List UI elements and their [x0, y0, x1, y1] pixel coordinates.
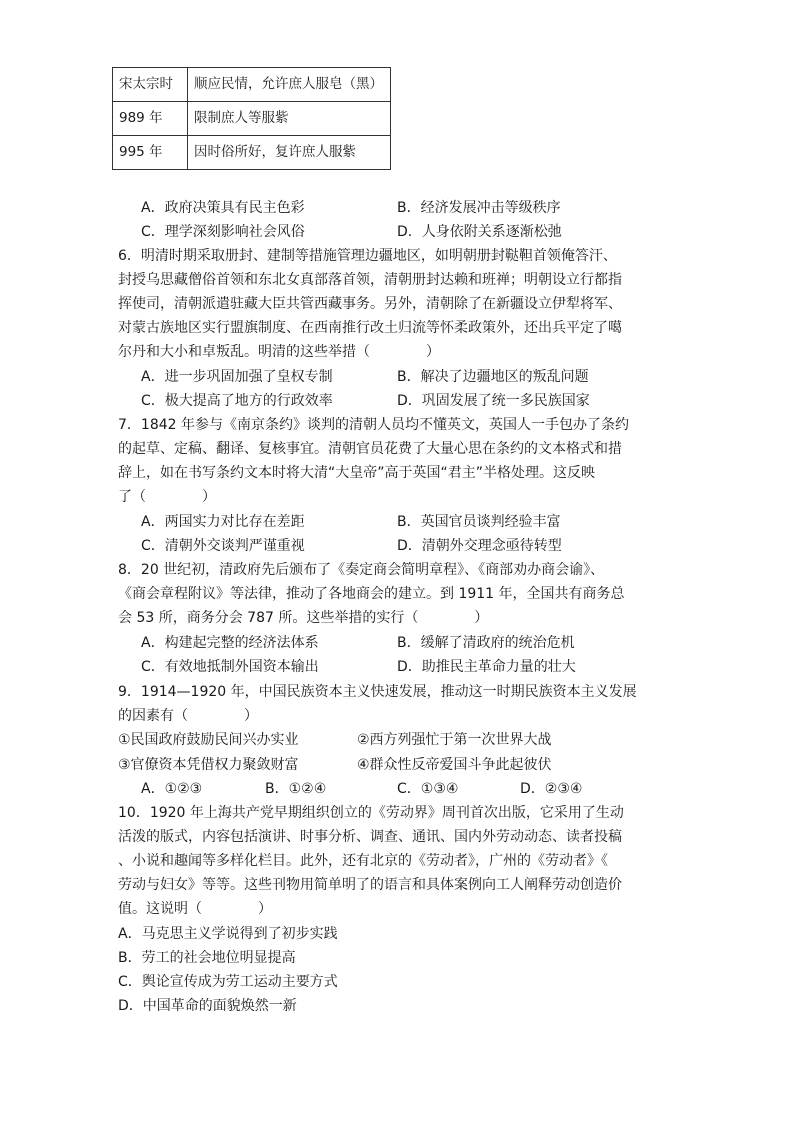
table-cell-period: 宋太宗时 — [113, 68, 188, 102]
q8-option-c: C．有效地抵制外国资本输出 — [141, 659, 319, 675]
q9-item-4: ④群众性反帝爱国斗争此起彼伏 — [357, 757, 552, 773]
table-cell-period: 995 年 — [113, 136, 188, 170]
q7-option-a: A．两国实力对比存在差距 — [141, 514, 305, 530]
q6-option-b: B．解决了边疆地区的叛乱问题 — [397, 369, 589, 385]
q7-stem-line: 了（ ） — [118, 489, 216, 505]
q7-stem-line: 的起草、定稿、翻译、复核事宜。清朝官员花费了大量心思在条约的文本格式和措 — [118, 441, 622, 457]
q10-stem-line: 、小说和趣闻等多样化栏目。此外，还有北京的《劳动者》，广州的《劳动者》《 — [118, 853, 608, 869]
q10-stem-line: 活泼的版式，内容包括演讲、时事分析、调查、通讯、国内外劳动动态、读者投稿 — [118, 829, 622, 845]
q5-option-b: B．经济发展冲击等级秩序 — [397, 200, 561, 216]
q10-option-a: A．马克思主义学说得到了初步实践 — [118, 926, 338, 942]
q5-option-d: D．人身依附关系逐渐松弛 — [397, 224, 562, 240]
q7-option-d: D．清朝外交理念亟待转型 — [397, 538, 562, 554]
q10-stem-line: 10．1920 年上海共产党早期组织创立的《劳动界》周刊首次出版，它采用了生动 — [118, 805, 624, 821]
table-cell-policy: 顺应民情，允许庶人服皂（黑） — [188, 68, 391, 102]
q6-stem-line: 6．明清时期采取册封、建制等措施管理边疆地区，如明朝册封鞑靼首领俺答汗、 — [118, 248, 617, 264]
q7-option-b: B．英国官员谈判经验丰富 — [397, 514, 561, 530]
q6-stem-line: 封授乌思藏僧俗首领和东北女真部落首领，清朝册封达赖和班禅；明朝设立行都指 — [118, 272, 622, 288]
q9-option-b: B．①②④ — [265, 781, 327, 797]
history-table — [112, 67, 391, 170]
q6-stem-line: 挥使司，清朝派遣驻藏大臣共管西藏事务。另外，清朝除了在新疆设立伊犁将军、 — [118, 296, 622, 312]
q6-stem-line: 尔丹和大小和卓叛乱。明清的这些举措（ ） — [118, 344, 440, 360]
q8-option-a: A．构建起完整的经济法体系 — [141, 635, 319, 651]
table-row — [113, 68, 391, 102]
q10-option-b: B．劳工的社会地位明显提高 — [118, 950, 296, 966]
q9-item-2: ②西方列强忙于第一次世界大战 — [357, 732, 552, 748]
table-cell-policy: 因时俗所好，复许庶人服紫 — [188, 136, 391, 170]
table-cell-policy: 限制庶人等服紫 — [188, 102, 391, 136]
q10-option-d: D．中国革命的面貌焕然一新 — [118, 998, 297, 1014]
q5-option-c: C．理学深刻影响社会风俗 — [141, 224, 305, 240]
q9-option-d: D．②③④ — [520, 781, 583, 797]
table-row — [113, 102, 391, 136]
q7-option-c: C．清朝外交谈判严谨重视 — [141, 538, 305, 554]
q10-stem-line: 劳动与妇女》等等。这些刊物用简单明了的语言和具体案例向工人阐释劳动创造价 — [118, 877, 622, 893]
q5-option-a: A．政府决策具有民主色彩 — [141, 200, 305, 216]
q9-stem-line: 9．1914—1920 年，中国民族资本主义快速发展，推动这一时期民族资本主义发展 — [118, 684, 637, 700]
q9-item-3: ③官僚资本凭借权力聚敛财富 — [118, 757, 299, 773]
q6-option-d: D．巩固发展了统一多民族国家 — [397, 393, 590, 409]
table-row — [113, 136, 391, 170]
q8-stem-line: 《商会章程附议》等法律，推动了各地商会的建立。到 1911 年，全国共有商务总 — [118, 586, 625, 602]
q9-option-c: C．①③④ — [397, 781, 459, 797]
q9-option-a: A．①②③ — [141, 781, 203, 797]
q10-option-c: C．舆论宣传成为劳工运动主要方式 — [118, 974, 338, 990]
q8-stem-line: 会 53 所，商务分会 787 所。这些举措的实行（ ） — [118, 610, 489, 626]
table-cell-period: 989 年 — [113, 102, 188, 136]
q8-option-d: D．助推民主革命力量的壮大 — [397, 659, 576, 675]
q9-stem-line: 的因素有（ ） — [118, 708, 258, 724]
q6-option-c: C．极大提高了地方的行政效率 — [141, 393, 333, 409]
q6-option-a: A．进一步巩固加强了皇权专制 — [141, 369, 333, 385]
q8-stem-line: 8．20 世纪初，清政府先后颁布了《奏定商会简明章程》、《商部劝办商会谕》、 — [118, 562, 605, 578]
q9-item-1: ①民国政府鼓励民间兴办实业 — [118, 732, 299, 748]
q7-stem-line: 辞上，如在书写条约文本时将大清“大皇帝”高于英国“君主”半格处理。这反映 — [118, 465, 596, 481]
q10-stem-line: 值。这说明（ ） — [118, 901, 272, 917]
q7-stem-line: 7．1842 年参与《南京条约》谈判的清朝人员均不懂英文，英国人一手包办了条约 — [118, 417, 629, 433]
q8-option-b: B．缓解了清政府的统治危机 — [397, 635, 575, 651]
q6-stem-line: 对蒙古族地区实行盟旗制度、在西南推行改土归流等怀柔政策外，还出兵平定了噶 — [118, 320, 622, 336]
